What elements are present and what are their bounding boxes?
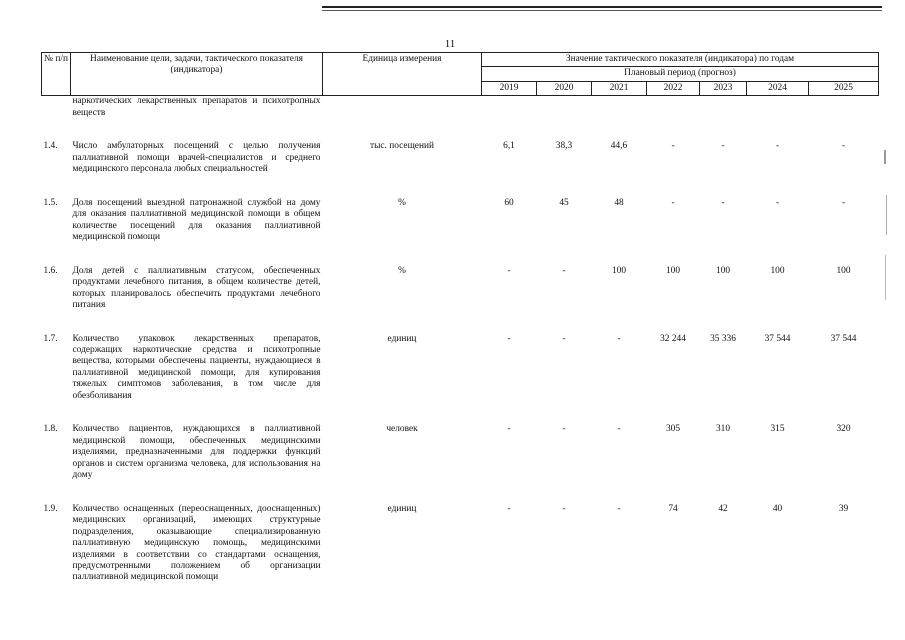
scan-artifact [884, 150, 886, 164]
header-name: Наименование цели, задачи, тактического показателя (индикатора) [71, 53, 323, 96]
table-row [42, 176, 879, 244]
row-value: 48 [614, 197, 624, 208]
row-unit: тыс. посещений [369, 141, 435, 152]
header-year: 2023 [700, 81, 747, 95]
row-name: Количество пациентов, нуждающихся в паллиативной медицинской помощи, обеспеченных медицинскими изделиями, предназначенными для поддержки функций органов и систем организма человека, для использования на дому [72, 424, 321, 481]
row-value: 305 [665, 424, 681, 435]
row-value: - [617, 503, 621, 514]
row-value: 100 [715, 265, 731, 276]
row-name: Количество оснащенных (переоснащенных, дооснащенных) медицинских организаций, имеющих структурные подразделения, оказывающие специализированную паллиативную медицинскую помощь, медицинскими изделиями в соответствии со стандартами оснащения, предусмотренными положением об организации паллиативной медицинской помощи [72, 503, 321, 583]
row-unit: человек [386, 424, 418, 435]
header-plan: Плановый период (прогноз) [482, 67, 879, 81]
row-value: 42 [718, 503, 728, 514]
row-num: 1.6. [43, 265, 58, 276]
header-year: 2025 [809, 81, 879, 95]
row-value: - [721, 197, 725, 208]
row-value: - [617, 424, 621, 435]
row-value: 100 [770, 265, 785, 276]
header-year: 2021 [592, 81, 647, 95]
row-name: Число амбулаторных посещений с целью получения паллиативной помощи врачей-специалистов и среднего медицинского персонала любых специальностей [72, 141, 321, 175]
table-row [42, 119, 879, 175]
page-number: 11 [444, 38, 456, 50]
row-value: 6,1 [503, 141, 515, 152]
row-unit: % [398, 265, 406, 276]
row-value: - [775, 141, 780, 152]
row-value: 100 [665, 265, 681, 276]
row-value: 100 [836, 265, 851, 276]
header-unit: Единица измерения [323, 53, 482, 96]
header-values: Значение тактического показателя (индикатора) по годам [482, 53, 879, 67]
row-value: - [507, 333, 511, 344]
row-value: - [507, 265, 511, 276]
row-value: - [671, 197, 675, 208]
row-value: 40 [772, 503, 783, 514]
row-value: 37 544 [830, 333, 857, 344]
row-value: 35 336 [710, 333, 736, 344]
row-num: 1.5. [43, 197, 58, 208]
row-num: 1.9. [43, 503, 58, 514]
scan-artifact [886, 195, 887, 235]
row-unit: единиц [387, 503, 417, 514]
table-row [42, 402, 879, 481]
row-value: - [617, 333, 621, 344]
row-value: 45 [559, 197, 569, 208]
row-value: - [562, 333, 566, 344]
row-name: Доля посещений выездной патронажной службой на дому для оказания паллиативной медицинской помощи в общем количестве посещений для оказания паллиативной медицинской помощи [72, 197, 321, 243]
row-value: 60 [504, 197, 514, 208]
row-value: 32 244 [660, 333, 686, 344]
row-value: - [721, 141, 725, 152]
row-num: 1.7. [43, 333, 58, 344]
row-num: 1.4. [43, 141, 58, 152]
row-value: - [507, 503, 511, 514]
row-value: - [562, 503, 566, 514]
table-row [42, 312, 879, 403]
row-value: - [841, 141, 846, 152]
indicator-table [41, 52, 879, 584]
scan-artifact [885, 255, 886, 300]
header-year: 2020 [537, 81, 592, 95]
row-num: 1.8. [43, 424, 58, 435]
row-value: 39 [838, 503, 849, 514]
row-value: 44,6 [610, 141, 628, 152]
row-unit: % [398, 197, 406, 208]
row-value: - [775, 197, 780, 208]
header-year: 2022 [647, 81, 700, 95]
header-year: 2024 [747, 81, 809, 95]
row-value: - [562, 424, 566, 435]
top-rule [322, 6, 882, 8]
continuation-text: наркотических лекарственных препаратов и психотропных веществ [72, 96, 321, 118]
row-value: - [841, 197, 846, 208]
row-value: 320 [836, 424, 851, 435]
header-year: 2019 [482, 81, 537, 95]
row-name: Количество упаковок лекарственных препаратов, содержащих наркотические средства и психотропные вещества, которыми обеспечены пациенты, нуждающиеся в паллиативной медицинской помощи, для купирования тяжелых симптомов заболевания, в том числе для обезболивания [72, 333, 321, 401]
header-num: № п/п [42, 53, 71, 96]
row-name: Доля детей с паллиативным статусом, обеспеченных продуктами лечебного питания, в общем количестве детей, которых планировалось обеспечить продуктами лечебного питания [72, 265, 321, 311]
top-rule-thin [322, 10, 882, 11]
row-value: - [562, 265, 566, 276]
row-value: 315 [770, 424, 785, 435]
row-value: 100 [611, 265, 627, 276]
row-value: 38,3 [555, 141, 573, 152]
row-value: 310 [715, 424, 731, 435]
table-row [42, 244, 879, 312]
table-row-continuation [42, 96, 879, 119]
row-value: 37 544 [764, 333, 791, 344]
row-unit: единиц [387, 333, 417, 344]
row-value: - [507, 424, 511, 435]
row-value: 74 [668, 503, 678, 514]
row-value: - [671, 141, 675, 152]
table-row [42, 482, 879, 584]
